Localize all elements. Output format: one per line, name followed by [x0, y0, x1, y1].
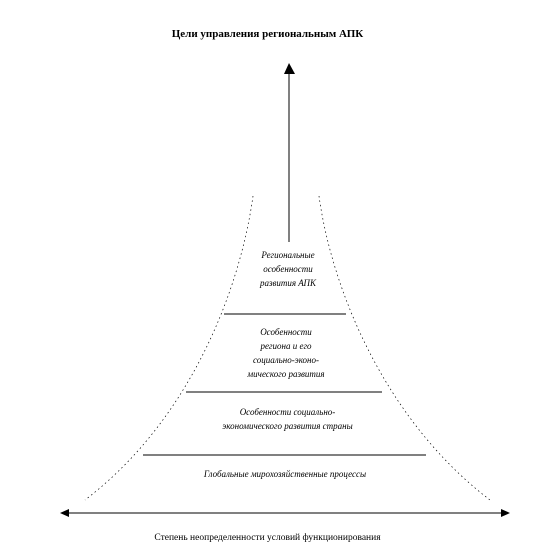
level-label-country: Особенности социально- экономического развития страны — [222, 407, 353, 431]
uncertainty-axis-caption: Степень неопределенности условий функционирования — [154, 533, 381, 543]
uncertainty-axis-left-arrowhead — [60, 509, 69, 517]
uncertainty-axis-right-arrowhead — [501, 509, 510, 517]
goal-arrow-head — [284, 63, 295, 74]
diagram-title: Цели управления региональным АПК — [171, 28, 364, 40]
level-label-region: Особенности региона и его социально-эконо- мического развития — [247, 327, 325, 379]
level-label-regional-apk: Региональные особенности развития АПК — [259, 250, 317, 288]
level-label-global: Глобальные мирохозяйственные процессы — [203, 469, 367, 479]
